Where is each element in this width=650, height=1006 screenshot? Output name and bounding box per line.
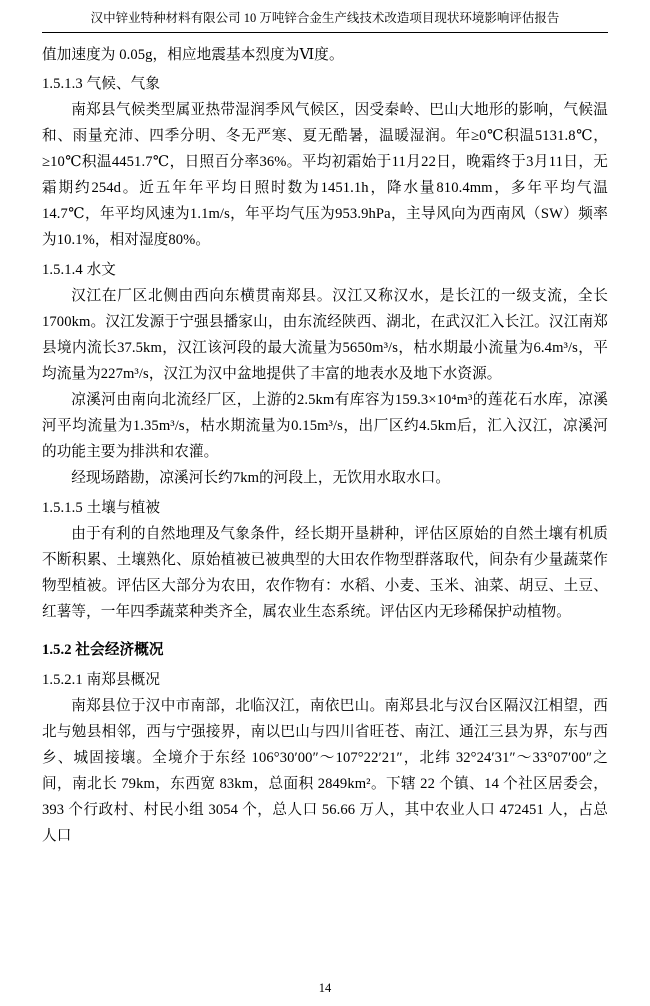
paragraph-hydrology-liangxi: 凉溪河由南向北流经厂区，上游的2.5km有库容为159.3×10⁴m³的莲花石水库，凉溪河平均流量为1.35m³/s，枯水期流量为0.15m³/s，出厂区约4.5km后，汇入汉江，凉溪河的功能主要为排洪和农灌。 bbox=[42, 392, 608, 461]
header-divider bbox=[42, 32, 608, 33]
paragraph-soil-vegetation: 由于有利的自然地理及气象条件，经长期开垦耕种，评估区原始的自然土壤有机质不断积累、土壤熟化、原始植被已被典型的大田农作物型群落取代，间杂有少量蔬菜作物型植被。评估区大部分为农田，农作物有：水稻、小麦、玉米、油菜、胡豆、土豆、红薯等，一年四季蔬菜种类齐全，属农业生态系统。评估区内无珍稀保护动植物。 bbox=[42, 525, 608, 620]
heading-1-5-2-1: 1.5.2.1 南郑县概况 bbox=[42, 671, 161, 688]
paragraph-hydrology-intake: 经现场踏勘，凉溪河长约7km的河段上，无饮用水取水口。 bbox=[71, 470, 451, 486]
document-body bbox=[42, 43, 608, 850]
heading-1-5-1-3: 1.5.1.3 气候、气象 bbox=[42, 76, 161, 93]
page-number: 14 bbox=[318, 981, 332, 995]
page-header: 汉中锌业特种材料有限公司 10 万吨锌合金生产线技术改造项目现状环境影响评估报告 bbox=[90, 11, 560, 25]
heading-1-5-1-5: 1.5.1.5 土壤与植被 bbox=[42, 499, 161, 516]
heading-1-5-1-4: 1.5.1.4 水文 bbox=[42, 262, 116, 279]
paragraph-climate: 南郑县气候类型属亚热带湿润季风气候区，因受秦岭、巴山大地形的影响，气候温和、雨量充沛、四季分明、冬无严寒、夏无酷暑，温暖湿润。年≥0℃积温5131.8℃，≥10℃积温4451.7℃，日照百分率36%。平均初霜始于11月22日，晚霜终于3月11日，无霜期约254d。近五年年平均日照时数为1451.1h，降水量810.4mm，多年平均气温14.7℃，年平均风速为1.1m/s，年平均气压为953.9hPa，主导风向为西南风（SW）频率为10.1%，相对湿度80%。 bbox=[42, 102, 608, 249]
heading-1-5-2: 1.5.2 社会经济概况 bbox=[42, 641, 164, 658]
paragraph-county-overview: 南郑县位于汉中市南部，北临汉江，南依巴山。南郑县北与汉台区隔汉江相望，西北与勉县相邻，西与宁强接界，南以巴山与四川省旺苍、南江、通江三县为界，东与西乡、城固接壤。全境介于东经 106°30′00″～107°22′21″，北纬 32°24′31″～33°07′00″之间，南北长 79km，东西宽 83km，总面积 2849km²。下辖 22 个镇、14 个社区居委会，393 个行政村、村民小组 3054 个，总人口 56.66 万人，其中农业人口 472451 人，占总人口 bbox=[42, 697, 608, 844]
paragraph-continued: 值加速度为 0.05g，相应地震基本烈度为Ⅵ度。 bbox=[42, 46, 344, 63]
paragraph-hydrology-hanjiang: 汉江在厂区北侧由西向东横贯南郑县。汉江又称汉水，是长江的一级支流，全长1700km。汉江发源于宁强县播家山，由东流经陕西、湖北，在武汉汇入长江。汉江南郑县境内流长37.5km，汉江该河段的最大流量为5650m³/s，枯水期最小流量为6.4m³/s，平均流量为227m³/s，汉江为汉中盆地提供了丰富的地表水及地下水资源。 bbox=[42, 288, 608, 383]
